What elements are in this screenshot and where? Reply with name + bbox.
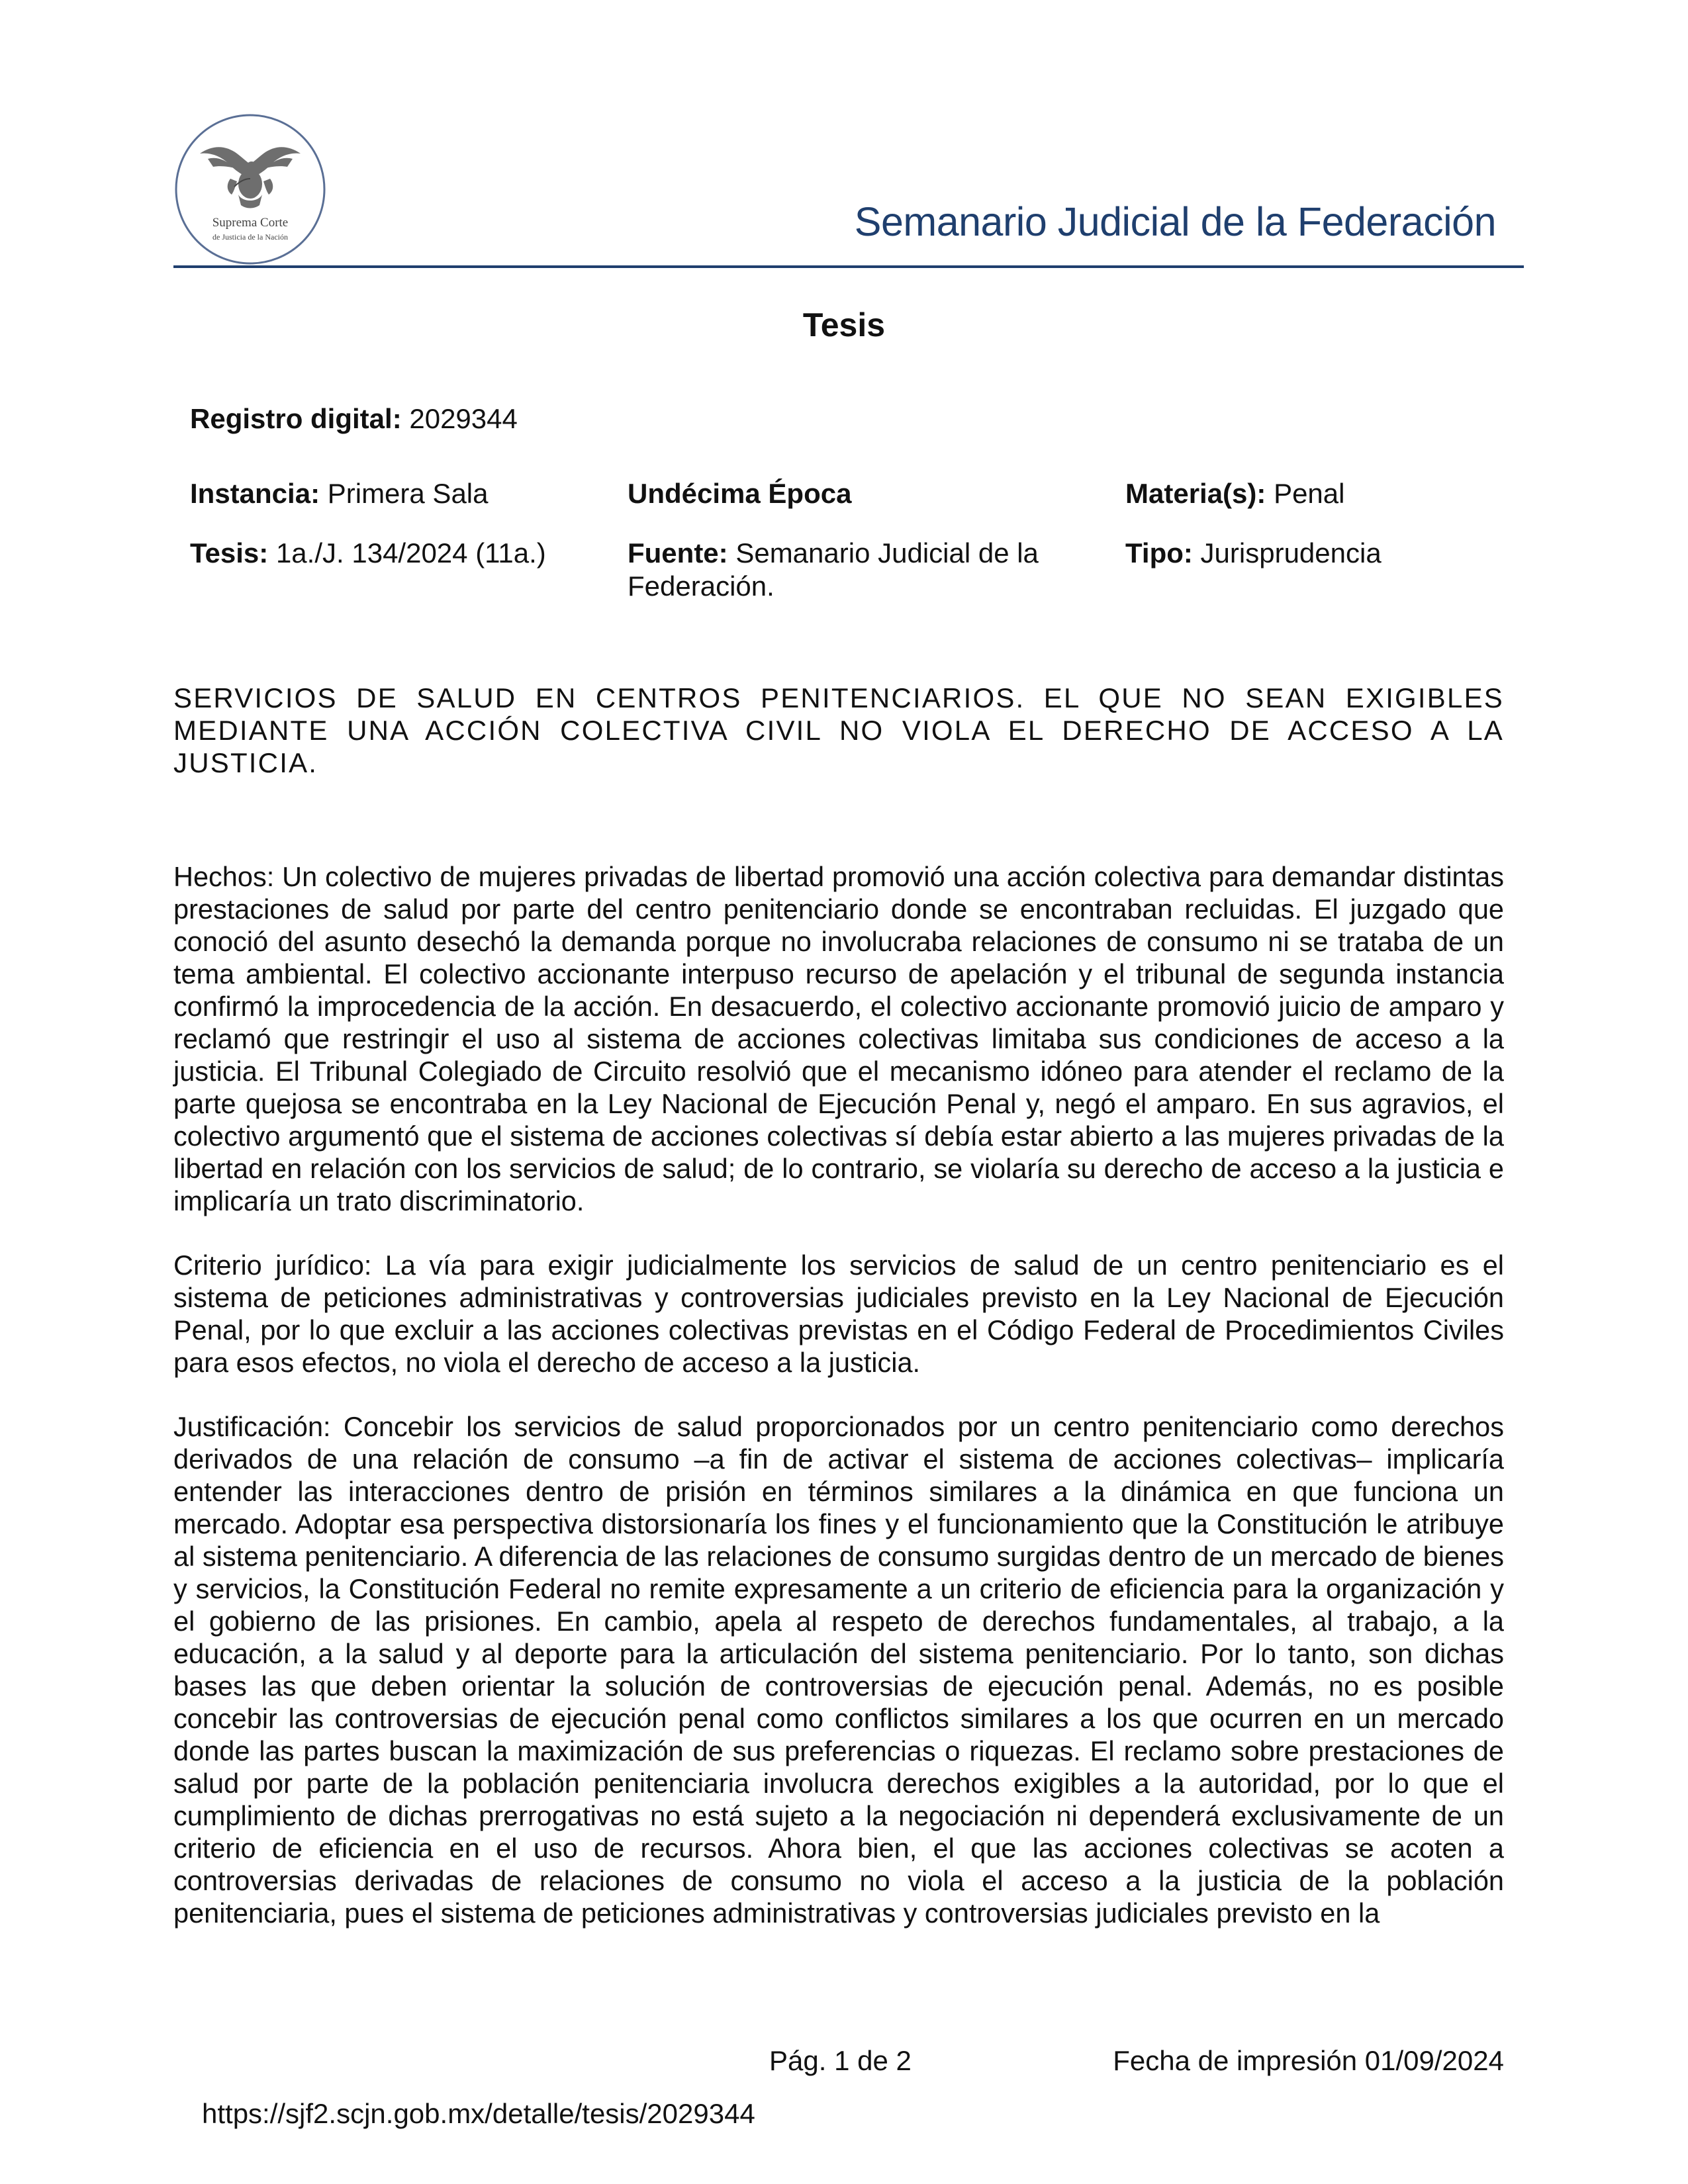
tesis-value: 1a./J. 134/2024 (11a.)	[275, 537, 546, 569]
tipo-label: Tipo:	[1125, 537, 1193, 569]
scjn-logo	[173, 113, 327, 266]
fuente-value-line-2: Federación.	[628, 570, 774, 602]
fuente-label: Fuente:	[628, 537, 728, 569]
fuente	[628, 537, 1039, 603]
paragraph-justificacion: Justificación: Concebir los servicios de salud proporcionados por un centro penitenciario como derechos derivados de una relación de consumo –a fin de activar el sistema de acciones colectivas– implicaría entender las interacciones dentro de prisión en términos similares a la dinámica en que funciona un mercado. Adoptar esa perspectiva distorsionaría los fines y el funcionamiento que la Constitución le atribuye al sistema penitenciario. A diferencia de las relaciones de consumo surgidas dentro de un mercado de bienes y servicios, la Constitución Federal no remite expresamente a un criterio de eficiencia para la organización y el gobierno de las prisiones. En cambio, apela al respeto de derechos fundamentales, al trabajo, a la educación, a la salud y al deporte para la articulación del sistema penitenciario. Por lo tanto, son dichas bases las que deben orientar la solución de controversias de ejecución penal. Además, no es posible concebir las controversias de ejecución penal como conflictos similares a los que ocurren en un mercado donde las partes buscan la maximización de sus preferencias o riquezas. El reclamo sobre prestaciones de salud por parte de la población penitenciaria involucra derechos exigibles a la autoridad, por lo que el cumplimiento de dichas prerrogativas no está sujeto a la negociación ni dependerá exclusivamente de un criterio de eficiencia en el uso de recursos. Ahora bien, el que las acciones colectivas se acoten a controversias derivadas de relaciones de consumo no viola el acceso a la justicia de la población penitenciaria, pues el sistema de peticiones administrativas y controversias judiciales previsto en la	[173, 1411, 1504, 1929]
header-title: Semanario Judicial de la Federación	[854, 199, 1496, 244]
epoca-value: Undécima Época	[628, 478, 852, 509]
instancia-value: Primera Sala	[327, 478, 489, 509]
instancia-label: Instancia:	[190, 478, 320, 509]
instancia	[190, 477, 489, 510]
print-date: Fecha de impresión 01/09/2024	[1113, 2045, 1504, 2076]
paragraph-hechos: Hechos: Un colectivo de mujeres privadas de libertad promovió una acción colectiva para demandar distintas prestaciones de salud por parte del centro penitenciario donde se encontraban recluidas. El juzgado que conoció del asunto desechó la demanda porque no involucraba relaciones de consumo ni se trataba de un tema ambiental. El colectivo accionante interpuso recurso de apelación y el tribunal de segunda instancia confirmó la improcedencia de la acción. En desacuerdo, el colectivo accionante promovió juicio de amparo y reclamó que restringir el uso al sistema de acciones colectivas limitaba sus condiciones de acceso a la justicia. El Tribunal Colegiado de Circuito resolvió que el mecanismo idóneo para atender el reclamo de la parte quejosa se encontraba en la Ley Nacional de Ejecución Penal y, negó el amparo. En sus agravios, el colectivo argumentó que el sistema de acciones colectivas sí debía estar abierto a las mujeres privadas de la libertad en relación con los servicios de salud; de lo contrario, se violaría su derecho de acceso a la justicia e implicaría un trato discriminatorio.	[173, 861, 1504, 1216]
tipo	[1125, 537, 1382, 570]
fuente-value-line-1: Semanario Judicial de la	[735, 537, 1039, 569]
document-type-heading: Tesis	[802, 306, 886, 343]
materia-value: Penal	[1274, 478, 1345, 509]
tesis-title: SERVICIOS DE SALUD EN CENTROS PENITENCIARIOS. EL QUE NO SEAN EXIGIBLES MEDIANTE UNA ACCIÓN COLECTIVA CIVIL NO VIOLA EL DERECHO DE ACCESO A LA JUSTICIA.	[173, 682, 1504, 778]
epoca	[628, 477, 851, 510]
registro-digital	[190, 402, 518, 435]
tesis-number	[190, 537, 546, 570]
registro-value: 2029344	[409, 403, 518, 434]
tesis-body	[173, 860, 1504, 1961]
paragraph-criterio: Criterio jurídico: La vía para exigir judicialmente los servicios de salud de un centro penitenciario es el sistema de peticiones administrativas y controversias judiciales previsto en la Ley Nacional de Ejecución Penal, por lo que excluir a las acciones colectivas previstas en el Código Federal de Procedimientos Civiles para esos efectos, no viola el derecho de acceso a la justicia.	[173, 1250, 1504, 1378]
tesis-label: Tesis:	[190, 537, 269, 569]
tipo-value: Jurisprudencia	[1200, 537, 1382, 569]
materia-label: Materia(s):	[1125, 478, 1266, 509]
registro-label: Registro digital:	[190, 403, 402, 434]
scjn-seal-icon	[173, 113, 327, 266]
logo-line-2: de Justicia de la Nación	[212, 232, 288, 242]
materia	[1125, 477, 1344, 510]
header-divider	[173, 265, 1524, 268]
page-number: Pág. 1 de 2	[769, 2045, 912, 2076]
source-url[interactable]: https://sjf2.scjn.gob.mx/detalle/tesis/2029344	[202, 2098, 755, 2129]
logo-line-1: Suprema Corte	[212, 216, 289, 230]
